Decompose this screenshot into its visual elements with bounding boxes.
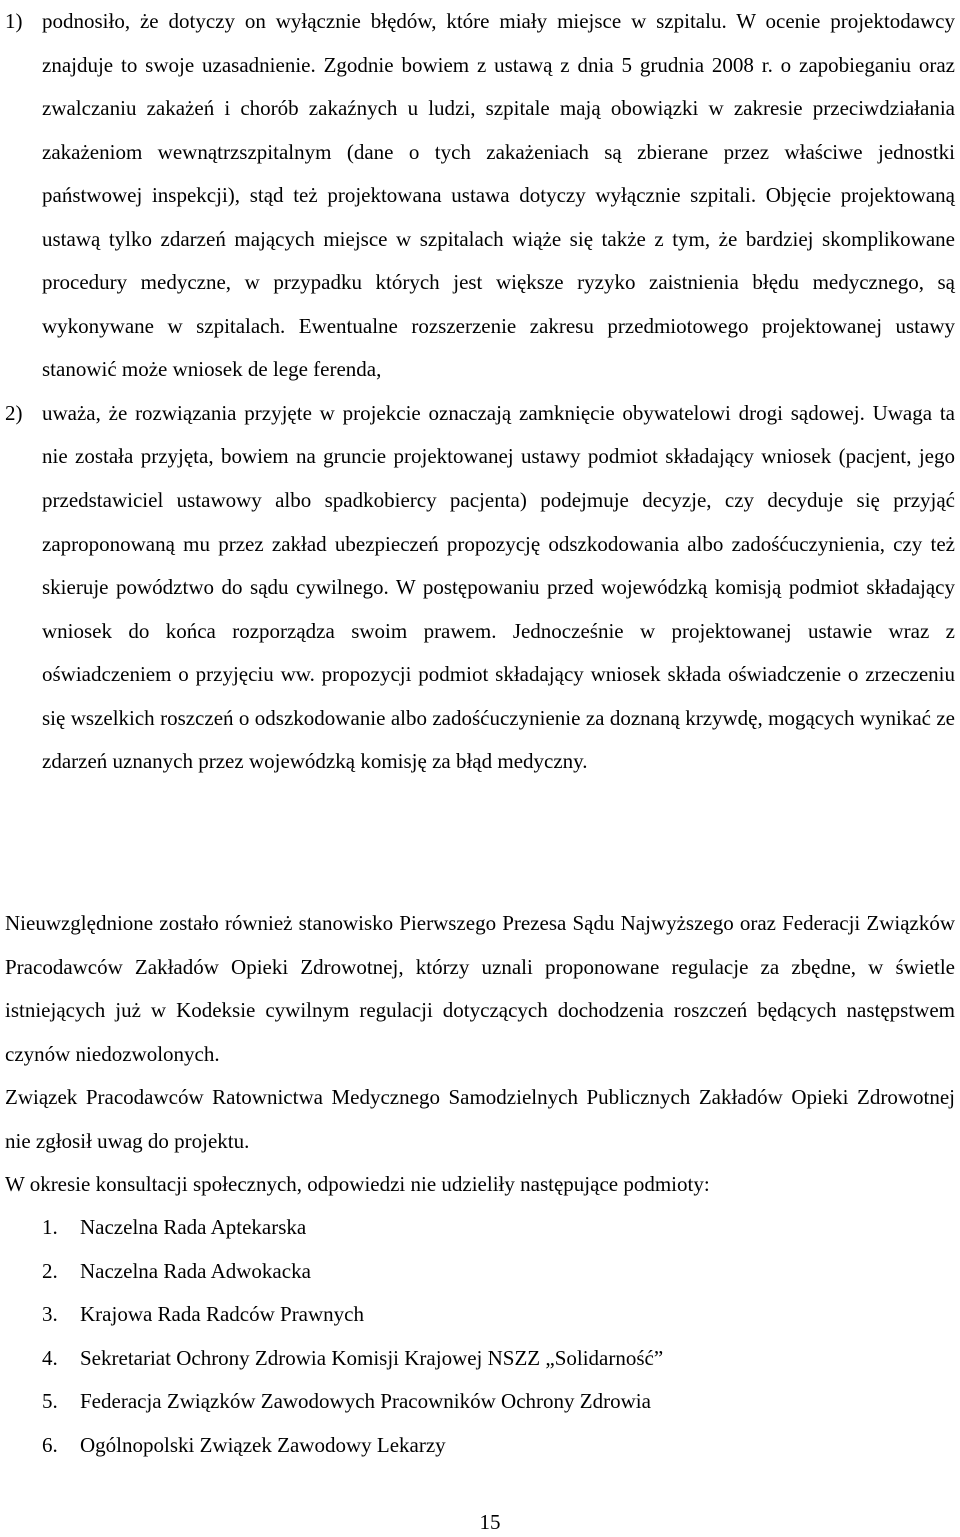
entity-number: 2.	[42, 1258, 58, 1283]
entity-item	[42, 1380, 663, 1424]
point-marker: 2)	[5, 400, 23, 425]
entity-number: 6.	[42, 1432, 58, 1457]
entity-number: 5.	[42, 1389, 58, 1414]
point-text: podnosiło, że dotyczy on wyłącznie błędów, które miały miejsce w szpitalu. W ocenie projektodawcy znajduje to swoje uzasadnienie. Zgodnie bowiem z ustawą z dnia 5 grudnia 2008 r. o zapobieganiu oraz zwalczaniu zakażeń i chorób zakaźnych u ludzi, szpitale mają obowiązki w zakresie przeciwdziałania zakażeniom wewnątrzszpitalnym (dane o tych zakażeniach są zbierane przez właściwe jednostki państwowej inspekcji), stąd też projektowana ustawa dotyczy wyłącznie szpitali. Objęcie projektowaną ustawą tylko zdarzeń mających miejsce w szpitalach wiąże się także z tym, że bardziej skomplikowane procedury medyczne, w przypadku których jest większe ryzyko zaistnienia błędu medycznego, są wykonywane w szpitalach. Ewentualne rozszerzenie zakresu przedmiotowego projektowanej ustawy stanowić może wniosek de lege ferenda,	[42, 9, 955, 382]
paragraph-emergency-union: Związek Pracodawców Ratownictwa Medycznego Samodzielnych Publicznych Zakładów Opieki Zdrowotnej nie zgłosił uwag do projektu.	[5, 1085, 955, 1153]
entity-item	[42, 1293, 663, 1337]
point-marker: 1)	[5, 9, 23, 33]
point-text: uważa, że rozwiązania przyjęte w projekcie oznaczają zamknięcie obywatelowi drogi sądowej. Uwaga ta nie została przyjęta, bowiem na gruncie projektowanej ustawy podmiot składający wniosek (pacjent, jego przedstawiciel ustawowy albo spadkobiercy pacjenta) podejmuje decyzje, czy decyduje się przyjąć zaproponowaną mu przez zakład ubezpieczeń propozycję odszkodowania albo zadośćuczynienia, czy też skieruje powództwo do sądu cywilnego. W postępowaniu przed wojewódzką komisją podmiot składający wniosek do końca rozporządza swoim prawem. Jednocześnie w projektowanej ustawie wraz z oświadczeniem o przyjęciu ww. propozycji podmiot składający wniosek składa oświadczenie o zrzeczeniu się wszelkich roszczeń o odszkodowanie albo zadośćuczynienie za doznaną krzywdę, mogących wynikać ze zdarzeń uznanych przez wojewódzką komisję za błąd medyczny.	[42, 400, 955, 774]
entity-name: Federacja Związków Zawodowych Pracowników Ochrony Zdrowia	[80, 1389, 651, 1414]
entity-number: 4.	[42, 1345, 58, 1370]
paragraph-no-response-intro: W okresie konsultacji społecznych, odpowiedzi nie udzieliły następujące podmioty:	[5, 1172, 710, 1196]
entity-name: Naczelna Rada Aptekarska	[80, 1215, 307, 1239]
entity-item	[42, 1250, 663, 1294]
numbered-point-2	[5, 392, 955, 784]
entity-number: 1.	[42, 1215, 58, 1239]
numbered-point-1	[5, 0, 955, 392]
entity-name: Naczelna Rada Adwokacka	[80, 1258, 311, 1283]
entity-name: Sekretariat Ochrony Zdrowia Komisji Krajowej NSZZ „Solidarność”	[80, 1345, 664, 1370]
entity-item	[42, 1337, 663, 1381]
entity-name: Ogólnopolski Związek Zawodowy Lekarzy	[80, 1432, 446, 1457]
entity-item	[42, 1424, 663, 1468]
non-responding-entities-list	[42, 1206, 663, 1467]
paragraph-supreme-court: Nieuwzględnione zostało również stanowisko Pierwszego Prezesa Sądu Najwyższego oraz Federacji Związków Pracodawców Zakładów Opieki Zdrowotnej, którzy uznali proponowane regulacje za zbędne, w świetle istniejących już w Kodeksie cywilnym regulacji dotyczących dochodzenia roszczeń będących następstwem czynów niedozwolonych.	[5, 911, 955, 1066]
entity-name: Krajowa Rada Radców Prawnych	[80, 1302, 364, 1327]
page-number: 15	[479, 1510, 501, 1534]
entity-number: 3.	[42, 1302, 58, 1327]
numbered-points-list	[5, 0, 955, 784]
entity-item	[42, 1206, 663, 1250]
